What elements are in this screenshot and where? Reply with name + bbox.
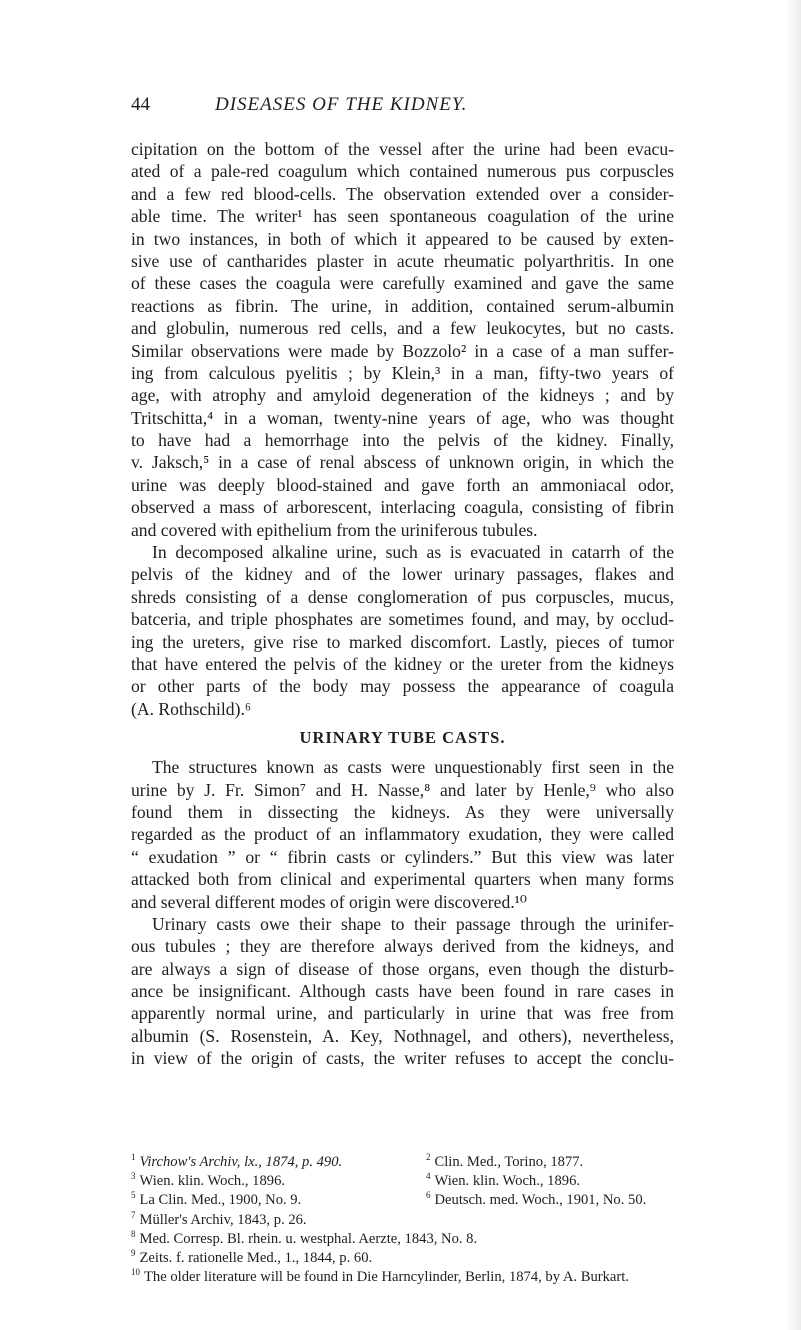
text-line: shreds consisting of a dense conglomeration of pus corpuscles, mucus, [131,586,674,607]
footnote-row [131,1263,691,1286]
footnote-text: Zeits. f. rationelle Med., 1., 1844, p. 60. [139,1249,373,1266]
footnote-text: La Clin. Med., 1900, No. 9. [139,1192,302,1209]
text-line: observed a mass of arborescent, interlacing coagula, consisting of fibrin [131,497,674,518]
text-line: and covered with epithelium from the uriniferous tubules. [131,519,538,540]
text-line: In decomposed alkaline urine, such as is evacuated in catarrh of the [152,542,674,563]
footnote-mark: 6 [426,1190,431,1201]
text-line: of these cases the coagula were carefully examined and gave the same [131,273,674,294]
footnote-mark: 3 [131,1171,136,1182]
footnote-row [131,1244,691,1266]
text-line: urine by J. Fr. Simon⁷ and H. Nasse,⁸ and later by Henle,⁹ who also [131,779,674,800]
footnote-mark: 10 [131,1267,140,1278]
body-text [131,138,674,1070]
text-line: Urinary casts owe their shape to their passage through the urinifer- [152,913,674,934]
text-line: v. Jaksch,⁵ in a case of renal abscess of unknown origin, in which the [131,452,674,473]
text-line: ance be insignificant. Although casts have been found in rare cases in [131,981,674,1002]
paragraph [131,541,674,720]
text-line: Tritschitta,⁴ in a woman, twenty-nine years of age, who was thought [131,407,674,428]
footnotes [131,1148,691,1286]
footnote-row [131,1206,691,1228]
text-line: to have had a hemorrhage into the pelvis of the kidney. Finally, [131,430,674,451]
footnote-text: Deutsch. med. Woch., 1901, No. 50. [434,1192,647,1209]
text-line: ing the ureters, give rise to marked discomfort. Lastly, pieces of tumor [131,631,674,652]
text-line: in two instances, in both of which it appeared to be caused by exten- [131,228,674,249]
text-line: albumin (S. Rosenstein, A. Key, Nothnagel, and others), nevertheless, [131,1025,674,1046]
footnote-text: Med. Corresp. Bl. rhein. u. westphal. Aerzte, 1843, No. 8. [139,1230,478,1247]
text-line: able time. The writer¹ has seen spontaneous coagulation of the urine [131,206,674,227]
footnote-text: The older literature will be found in Die Harncylinder, Berlin, 1874, by A. Burkart. [144,1269,629,1286]
text-line: batceria, and triple phosphates are sometimes found, and may, by occlud- [131,609,674,630]
text-line: and several different modes of origin were discovered.¹⁰ [131,891,527,912]
text-line: that have entered the pelvis of the kidney or the ureter from the kidneys [131,653,674,674]
text-line: ing from calculous pyelitis ; by Klein,³ in a man, fifty-two years of [131,362,674,383]
footnote-text: Virchow's Archiv, lx., 1874, p. 490. [139,1154,343,1170]
text-line: age, with atrophy and amyloid degeneration of the kidneys ; and by [131,385,674,406]
footnote-text: Clin. Med., Torino, 1877. [434,1154,584,1170]
footnote-mark: 8 [131,1228,136,1239]
text-line: ated of a pale-red coagulum which contained numerous pus corpuscles [131,161,674,182]
running-head: DISEASES OF THE KIDNEY. [215,94,468,115]
paragraph [131,756,674,913]
text-line: in view of the origin of casts, the writer refuses to accept the conclu- [131,1048,674,1069]
footnote-row [131,1167,691,1190]
footnote-mark: 7 [131,1209,136,1220]
text-line: or other parts of the body may possess the appearance of coagula [131,676,674,697]
page-header [0,94,801,118]
text-line: and a few red blood-cells. The observation extended over a consider- [131,183,674,204]
footnote-mark: 5 [131,1190,136,1201]
text-line: (A. Rothschild).⁶ [131,698,251,719]
page-edge-shadow [785,0,801,1330]
page-number: 44 [131,94,150,115]
footnote-text: Wien. klin. Woch., 1896. [434,1173,581,1190]
footnote-row [131,1148,691,1170]
paragraph [131,913,674,1070]
section-heading: URINARY TUBE CASTS. [299,728,506,748]
text-line: cipitation on the bottom of the vessel after the urine had been evacu- [131,139,674,159]
footnote-mark: 1 [131,1152,136,1162]
text-line: are always a sign of disease of those organs, even though the disturb- [131,958,674,979]
text-line: urine was deeply blood-stained and gave forth an ammoniacal odor, [131,474,674,495]
footnote-row [131,1186,691,1209]
text-line: sive use of cantharides plaster in acute rheumatic polyarthritis. In one [131,250,674,271]
footnote [131,1263,629,1287]
text-line: attacked both from clinical and experimental quarters when many forms [131,869,674,890]
text-line: regarded as the product of an inflammatory exudation, they were called [131,824,674,845]
paragraph [131,138,674,541]
text-line: found them in dissecting the kidneys. As they were universally [131,801,674,822]
footnote-row [131,1225,691,1247]
text-line: “ exudation ” or “ fibrin casts or cylinders.” But this view was later [131,846,674,867]
text-line: reactions as fibrin. The urine, in addition, contained serum-albumin [131,295,674,316]
footnote-mark: 4 [426,1171,431,1182]
footnote-text: Wien. klin. Woch., 1896. [139,1173,286,1190]
footnote-mark: 2 [426,1152,431,1162]
text-line: Similar observations were made by Bozzolo² in a case of a man suffer- [131,340,674,361]
text-line: The structures known as casts were unquestionably first seen in the [152,757,674,778]
footnote-text: Müller's Archiv, 1843, p. 26. [139,1211,307,1228]
text-line: pelvis of the kidney and of the lower urinary passages, flakes and [131,564,674,585]
footnote-mark: 9 [131,1247,136,1258]
text-line: and globulin, numerous red cells, and a few leukocytes, but no casts. [131,318,674,339]
text-line: apparently normal urine, and particularly in urine that was free from [131,1003,674,1024]
text-line: ous tubules ; they are therefore always derived from the kidneys, and [131,936,674,957]
